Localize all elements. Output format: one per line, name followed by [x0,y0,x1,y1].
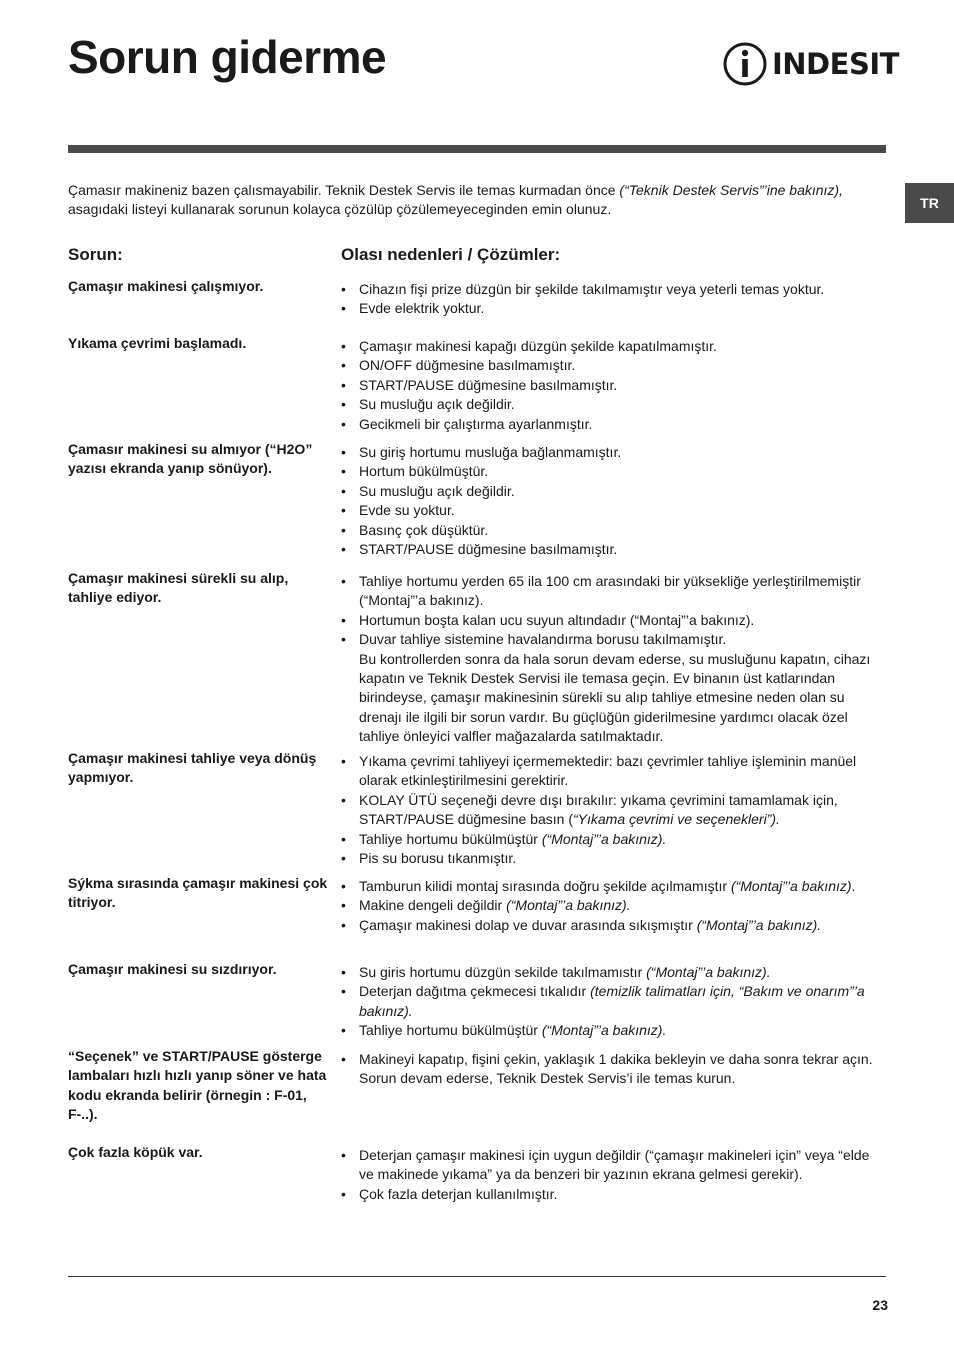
cause-item [341,630,886,746]
page-title: Sorun giderme [68,31,387,83]
cause-reference: (“Montaj”’a bakınız). [646,964,771,980]
cause-list [341,1146,886,1204]
cause-text: Deterjan dağıtma çekmecesi tıkalıdır [359,983,591,1000]
cause-text-end: . [851,878,856,894]
cause-item: • ON/OFF düğmesine basılmamıştır. [341,356,886,375]
problem-text: Çamasır makinesi su almıyor (“H2O” yazısı ekranda yanıp sönüyor). [68,441,313,477]
cause-item [341,896,886,915]
cause-list [341,572,886,747]
cause-list [341,877,886,935]
intro-paragraph [68,181,888,219]
cause-item: • Hortumun boşta kalan ucu suyun altındadır (“Montaj”’a bakınız). [341,611,886,630]
cause-item: • Basınç çok düşüktür. [341,521,886,540]
cause-note: Bu kontrollerden sonra da hala sorun devam ederse, su musluğunu kapatın, cihazı kapatın ve Teknik Destek Servisi ile temasa geçin. Ev binanın üst katlarından birindeyse, çamaşır makinesinin sürekli su alıp tahliye etmesine neden olan su drenajı ile ilgili bir sorun vardır. Bu güçlüğün giderilmesine yardımcı olacak özel tahliye önleyici valfler mağazalarda satılmaktadır. [359,650,871,745]
brand-logo [722,40,899,88]
cause-reference: “Yıkama çevrimi ve seçenekleri”). [572,811,780,828]
cause-text: Çamaşır makinesi dolap ve duvar arasında sıkışmıştır [359,916,697,933]
cause-reference: (temizlik talimatları için, “Bakım ve onarım”’a bakınız). [359,983,865,1019]
problem-text: Çok fazla köpük var. [68,1144,203,1160]
cause-text: Tahliye hortumu bükülmüştür [359,1022,542,1039]
cause-item: • Su musluğu açık değildir. [341,482,886,501]
problem-text: Sýkma sırasında çamaşır makinesi çok titriyor. [68,875,328,911]
cause-text: Tamburun kilidi montaj sırasında doğru şekilde açılmamıştır [359,878,731,894]
cause-item [341,916,886,935]
intro-reference: (“Teknik Destek Servis”’ine bakınız), [619,182,843,198]
cause-text: Makineyi kapatıp, fişini çekin, yaklaşık 1 dakika bekleyin ve daha sonra tekrar açın. [359,1051,873,1067]
cause-list [341,963,886,1041]
cause-item: • Gecikmeli bir çalıştırma ayarlanmıştır. [341,415,886,434]
cause-item [341,963,886,982]
cause-text: Su giris hortumu düzgün sekilde takılmamıstır [359,964,647,980]
cause-list [341,1050,886,1089]
problem-text: Çamaşır makinesi sürekli su alıp, tahliye ediyor. [68,570,289,606]
cause-item [341,1050,886,1089]
cause-item: • START/PAUSE düğmesine basılmamıştır. [341,540,886,559]
cause-item: • Hortum bükülmüştür. [341,462,886,481]
cause-note: Sorun devam ederse, Teknik Destek Servis’i ile temas kurun. [359,1070,736,1087]
cause-item: • Deterjan çamaşır makinesi için uygun değildir (“çamaşır makineleri için” veya “elde ve makinede yıkama” ya da benzeri bir yazının ekrana gelmesi gerekir). [341,1146,886,1185]
cause-item [341,1021,886,1040]
header-divider [68,145,886,153]
indesit-logo-icon [722,41,768,87]
cause-item: • Evde su yoktur. [341,501,886,520]
cause-text: Duvar tahliye sistemine havalandırma borusu takılmamıştır. [359,631,727,648]
cause-text: KOLAY ÜTÜ seçeneği devre dışı bırakılır: yıkama çevrimini tamamlamak için, START/PAUSE düğmesine basın ( [359,791,838,828]
page-number: 23 [872,1297,888,1313]
cause-item [341,830,886,849]
cause-item: • Cihazın fişi prize düzgün bir şekilde takılmamıştır veya yeterli temas yoktur. [341,280,886,299]
cause-item: • Tahliye hortumu yerden 65 ila 100 cm arasındaki bir yüksekliğe yerleştirilmemiştir (“Montaj”’a bakınız). [341,572,886,611]
problem-text: Çamaşır makinesi tahliye veya dönüş yapmıyor. [68,750,317,786]
intro-text: Çamasır makineniz bazen çalısmayabilir. Teknik Destek Servis ile temas kurmadan önce [68,182,620,198]
cause-item: • Yıkama çevrimi tahliyeyi içermemektedir: bazı çevrimler tahliye işleminin manüel olarak etkinleştirilmesini gerektirir. [341,752,886,791]
cause-reference: (“Montaj”’a bakınız). [541,1022,667,1039]
problem-text: “Seçenek” ve START/PAUSE gösterge lambaları hızlı hızlı yanıp söner ve hata kodu ekranda belirir (örnegin : F-01, F-..). [68,1048,327,1123]
cause-item: • Su giriş hortumu musluğa bağlanmamıştır. [341,443,886,462]
problem-column-heading: Sorun: [68,245,123,264]
cause-item: • Çamaşır makinesi kapağı düzgün şekilde kapatılmamıştır. [341,337,886,356]
cause-item [341,982,886,1021]
footer-divider [68,1276,886,1277]
problem-text: Çamaşır makinesi çalışmıyor. [68,278,264,294]
cause-reference: (“Montaj”’a bakınız) [730,878,852,894]
cause-item: • Evde elektrik yoktur. [341,299,886,318]
cause-text: Tahliye hortumu bükülmüştür [359,830,542,847]
cause-list [341,280,886,319]
cause-item: • Çok fazla deterjan kullanılmıştır. [341,1185,886,1204]
cause-item [341,791,886,830]
intro-text-end: asagıdaki listeyi kullanarak sorunun kolayca çözülüp çözülemeyeceginden emin olunuz. [68,201,612,217]
brand-name: INDESIT [772,47,899,81]
cause-item: • START/PAUSE düğmesine basılmamıştır. [341,376,886,395]
problem-text: Yıkama çevrimi başlamadı. [68,335,247,351]
cause-reference: (“Montaj”’a bakınız). [506,897,631,914]
cause-list [341,443,886,559]
cause-item: • Su musluğu açık değildir. [341,395,886,414]
cause-item: • Pis su borusu tıkanmıştır. [341,849,886,868]
cause-list [341,752,886,868]
cause-reference: (“Montaj”’a bakınız). [541,830,667,847]
cause-text: Makine dengeli değildir [359,897,507,914]
cause-reference: (“Montaj”’a bakınız). [696,916,822,933]
cause-item [341,877,886,896]
solution-column-heading: Olası nedenleri / Çözümler: [341,245,561,264]
cause-list [341,337,886,434]
problem-text: Çamaşır makinesi su sızdırıyor. [68,961,277,977]
language-tab: TR [905,183,954,223]
